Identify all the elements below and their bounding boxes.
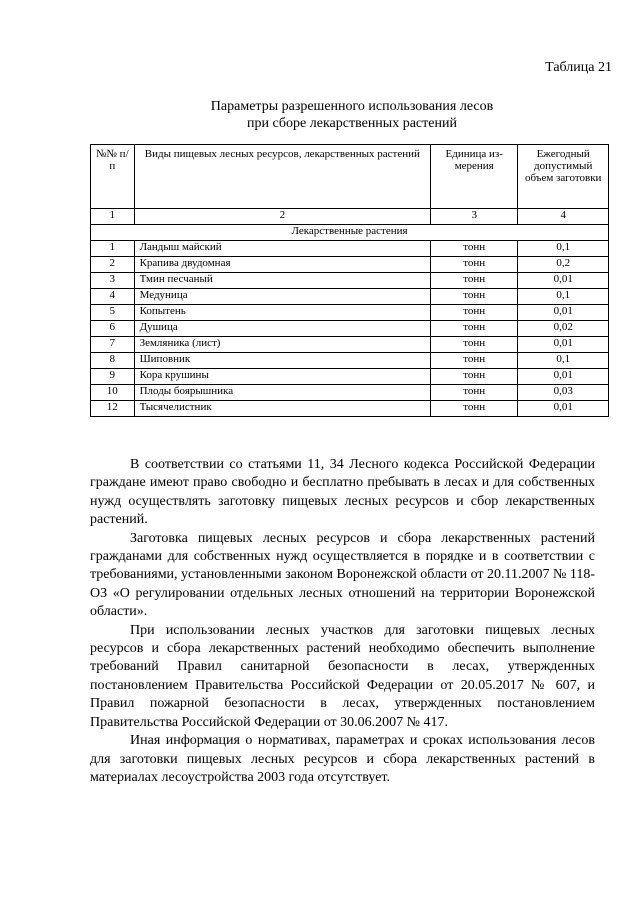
row-value-cell: 0,2 [518, 257, 609, 273]
row-name-cell: Тысячелистник [134, 401, 430, 417]
column-number: 1 [91, 209, 135, 225]
row-name-cell: Кора крушины [134, 369, 430, 385]
row-unit-cell: тонн [431, 273, 518, 289]
row-unit-cell: тонн [431, 369, 518, 385]
row-unit-cell: тонн [431, 401, 518, 417]
table-row [91, 273, 609, 289]
row-value-cell: 0,03 [518, 385, 609, 401]
row-value-cell: 0,01 [518, 273, 609, 289]
row-num-cell: 5 [91, 305, 135, 321]
table-caption [0, 98, 640, 132]
row-name-cell: Тмин песчаный [134, 273, 430, 289]
row-num-cell: 6 [91, 321, 135, 337]
row-num-cell: 2 [91, 257, 135, 273]
table-row [91, 353, 609, 369]
row-name-cell: Ландыш майский [134, 241, 430, 257]
row-value-cell: 0,01 [518, 305, 609, 321]
table-row [91, 305, 609, 321]
row-unit-cell: тонн [431, 353, 518, 369]
table-number-label: Таблица 21 [545, 60, 612, 75]
resources-table [90, 144, 609, 417]
header-num: №№ п/п [91, 145, 135, 209]
header-name: Виды пищевых лесных ресурсов, лекарственных растений [134, 145, 430, 209]
row-value-cell: 0,1 [518, 353, 609, 369]
caption-line-1: Параметры разрешенного использования лесов [210, 99, 494, 114]
row-name-cell: Плоды боярышника [134, 385, 430, 401]
column-number: 2 [134, 209, 430, 225]
row-name-cell: Копытень [134, 305, 430, 321]
row-num-cell: 1 [91, 241, 135, 257]
column-number: 3 [431, 209, 518, 225]
row-unit-cell: тонн [431, 321, 518, 337]
table-row [91, 257, 609, 273]
row-value-cell: 0,1 [518, 289, 609, 305]
paragraph: Заготовка пищевых лесных ресурсов и сбора лекарственных растений гражданами для собственных нужд осуществляется в порядке и в соответствии с требованиями, установленными законом Воронежской области от 20.11.2007 № 118-ОЗ «О регулировании отдельных лесных отношений на территории Воронежской области». [90, 530, 596, 620]
row-num-cell: 8 [91, 353, 135, 369]
header-value: Ежегодный допустимый объем заготовки [518, 145, 609, 209]
caption-line-2: при сборе лекарственных растений [247, 116, 457, 131]
table-row [91, 289, 609, 305]
column-number: 4 [518, 209, 609, 225]
row-value-cell: 0,01 [518, 401, 609, 417]
table-row [91, 337, 609, 353]
table-row [91, 241, 609, 257]
row-name-cell: Душица [134, 321, 430, 337]
row-name-cell: Земляника (лист) [134, 337, 430, 353]
row-num-cell: 9 [91, 369, 135, 385]
row-num-cell: 12 [91, 401, 135, 417]
row-value-cell: 0,01 [518, 337, 609, 353]
table-header-row [91, 145, 609, 209]
row-num-cell: 3 [91, 273, 135, 289]
row-unit-cell: тонн [431, 305, 518, 321]
row-num-cell: 10 [91, 385, 135, 401]
table-row [91, 321, 609, 337]
row-name-cell: Шиповник [134, 353, 430, 369]
row-unit-cell: тонн [431, 241, 518, 257]
table-row [91, 385, 609, 401]
row-value-cell: 0,01 [518, 369, 609, 385]
body-text [90, 456, 595, 787]
row-value-cell: 0,02 [518, 321, 609, 337]
paragraph: Иная информация о нормативах, параметрах и сроках использования лесов для заготовки пищевых лесных ресурсов и сбора лекарственных растений в материалах лесоустройства 2003 года отсутствует. [90, 733, 595, 785]
table-row [91, 401, 609, 417]
row-num-cell: 7 [91, 337, 135, 353]
row-unit-cell: тонн [431, 257, 518, 273]
paragraph: В соответствии со статьями 11, 34 Лесного кодекса Российской Федерации граждане имеют право свободно и бесплатно пребывать в лесах и для собственных нужд осуществлять заготовку пищевых лесных ресурсов и сбор лекарственных растений. [90, 457, 595, 528]
row-name-cell: Крапива двудомная [134, 257, 430, 273]
row-name-cell: Медуница [134, 289, 430, 305]
table-row [91, 369, 609, 385]
paragraph: При использовании лесных участков для заготовки пищевых лесных ресурсов и сбора лекарственных растений необходимо обеспечить выполнение требований Правил санитарной безопасности в лесах, утвержденных постановлением Правительства Российской Федерации от 20.05.2017 № 607, и Правил пожарной безопасности в лесах, утвержденных постановлением Правительства Российской Федерации от 30.06.2007 № 417. [90, 622, 595, 730]
header-unit: Единица из-мерения [431, 145, 518, 209]
section-row [91, 225, 609, 241]
row-value-cell: 0,1 [518, 241, 609, 257]
row-unit-cell: тонн [431, 385, 518, 401]
row-num-cell: 4 [91, 289, 135, 305]
section-title: Лекарственные растения [91, 225, 609, 241]
row-unit-cell: тонн [431, 289, 518, 305]
row-unit-cell: тонн [431, 337, 518, 353]
column-number-row [91, 209, 609, 225]
